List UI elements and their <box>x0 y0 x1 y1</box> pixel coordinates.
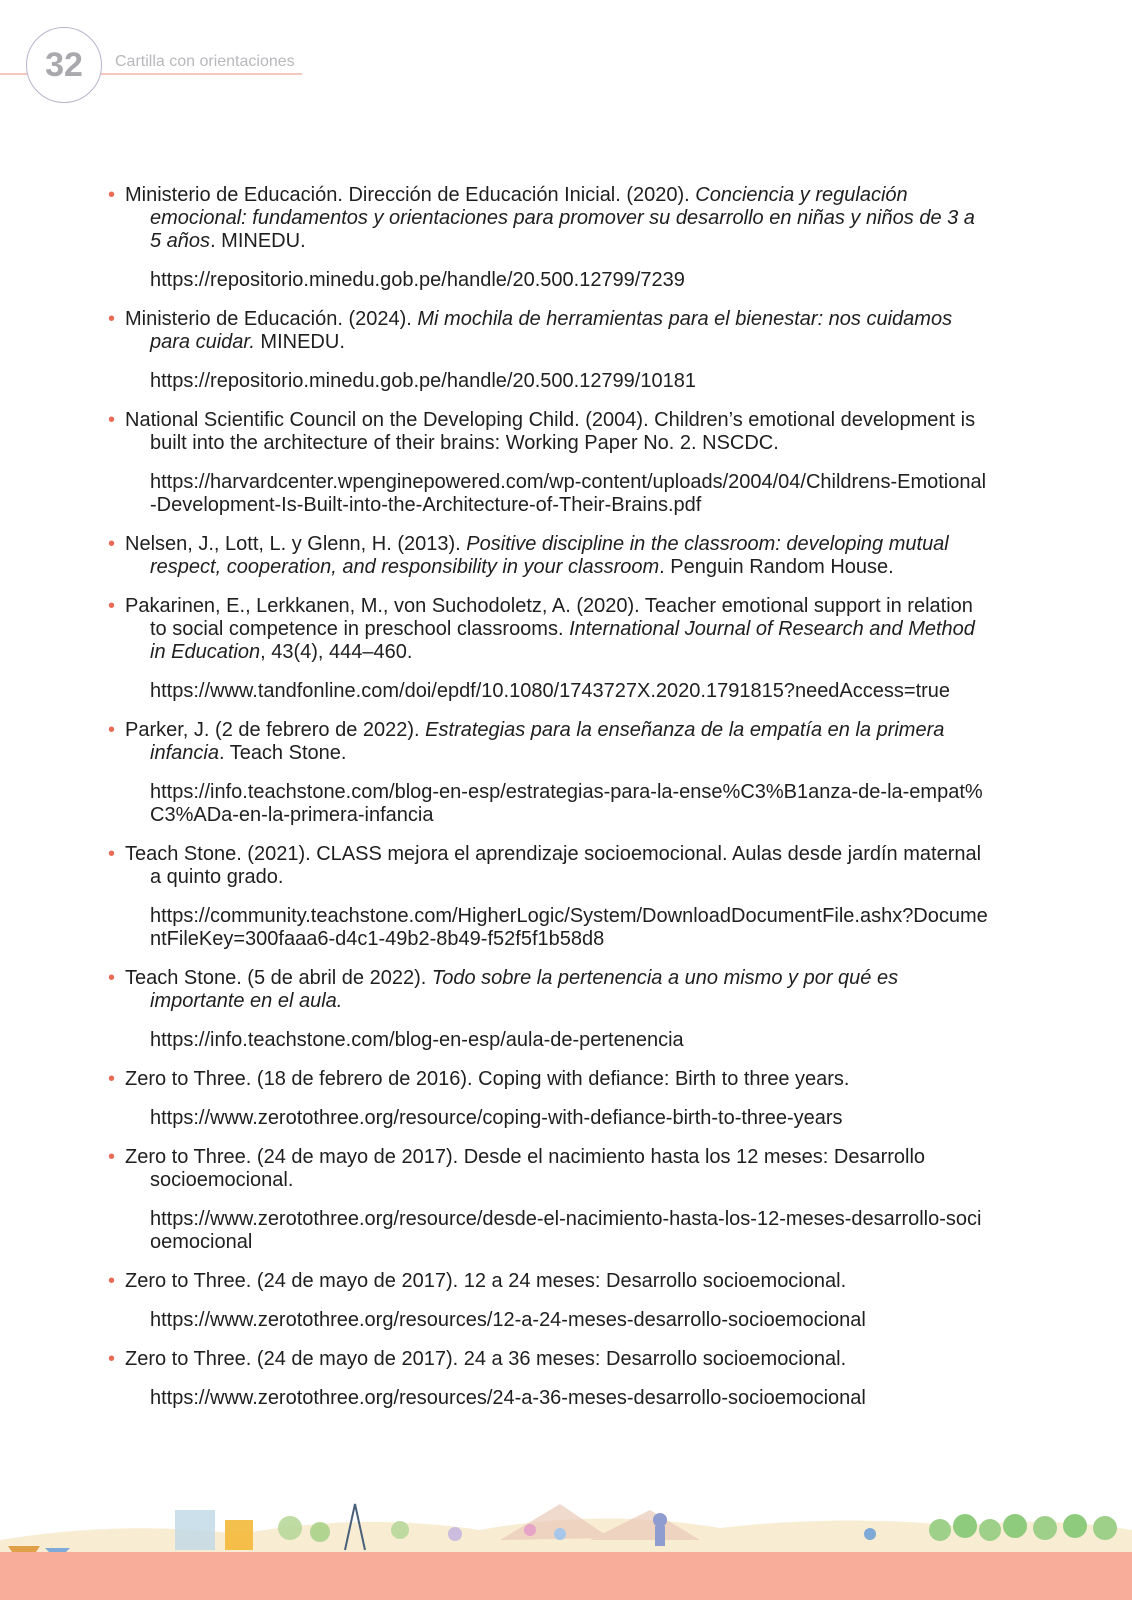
reference-item <box>108 595 988 703</box>
reference-citation: • Teach Stone. (5 de abril de 2022). Todo sobre la pertenencia a uno mismo y por qué es importante en el aula. <box>108 967 899 1012</box>
reference-item <box>108 308 988 393</box>
reference-url[interactable]: https://info.teachstone.com/blog-en-esp/estrategias-para-la-ense%C3%B1anza-de-la-empat%C3%ADa-en-la-primera-infancia <box>150 781 983 826</box>
bullet-icon: • <box>108 184 116 206</box>
bullet-icon: • <box>108 308 116 330</box>
page-number-circle <box>26 27 102 103</box>
reference-url[interactable]: https://info.teachstone.com/blog-en-esp/aula-de-pertenencia <box>150 1029 684 1051</box>
bullet-icon: • <box>108 843 116 865</box>
reference-url[interactable]: https://www.tandfonline.com/doi/epdf/10.1080/1743727X.2020.1791815?needAccess=true <box>150 680 951 702</box>
bullet-icon: • <box>108 1068 116 1090</box>
bullet-icon: • <box>108 409 116 431</box>
reference-url[interactable]: https://community.teachstone.com/HigherLogic/System/DownloadDocumentFile.ashx?DocumentFileKey=300faaa6-d4c1-49b2-8b49-f52f5f1b58d8 <box>150 905 988 950</box>
reference-citation: • Pakarinen, E., Lerkkanen, M., von Suchodoletz, A. (2020). Teacher emotional support in relation to social competence in preschool classrooms. International Journal of Research and Method in Education, 43(4), 444–460. <box>108 595 975 663</box>
reference-item <box>108 843 988 951</box>
reference-list <box>108 184 988 1426</box>
reference-item <box>108 1068 988 1130</box>
header-title: Cartilla con orientaciones <box>115 53 295 70</box>
reference-citation: • Zero to Three. (24 de mayo de 2017). Desde el nacimiento hasta los 12 meses: Desarrollo socioemocional. <box>108 1146 926 1191</box>
reference-citation: • Zero to Three. (18 de febrero de 2016). Coping with defiance: Birth to three years. <box>108 1068 850 1090</box>
reference-item <box>108 409 988 517</box>
reference-citation: • Zero to Three. (24 de mayo de 2017). 24 a 36 meses: Desarrollo socioemocional. <box>108 1348 847 1370</box>
reference-citation: • Ministerio de Educación. (2024). Mi mochila de herramientas para el bienestar: nos cuidamos para cuidar. MINEDU. <box>108 308 953 353</box>
reference-url[interactable]: https://www.zerotothree.org/resources/24-a-36-meses-desarrollo-socioemocional <box>150 1387 866 1409</box>
reference-url[interactable]: https://www.zerotothree.org/resources/12-a-24-meses-desarrollo-socioemocional <box>150 1309 866 1331</box>
reference-item <box>108 719 988 827</box>
reference-url[interactable]: https://www.zerotothree.org/resource/coping-with-defiance-birth-to-three-years <box>150 1107 843 1129</box>
footer-band <box>0 1552 1132 1600</box>
bullet-icon: • <box>108 595 116 617</box>
footer-illustration <box>0 1490 1132 1600</box>
reference-citation: • Teach Stone. (2021). CLASS mejora el aprendizaje socioemocional. Aulas desde jardín maternal a quinto grado. <box>108 843 982 888</box>
reference-item <box>108 184 988 292</box>
reference-url[interactable]: https://harvardcenter.wpenginepowered.com/wp-content/uploads/2004/04/Childrens-Emotional-Development-Is-Built-into-the-Architecture-of-Their-Brains.pdf <box>150 471 987 516</box>
reference-url[interactable]: https://www.zerotothree.org/resource/desde-el-nacimiento-hasta-los-12-meses-desarrollo-socioemocional <box>150 1208 982 1253</box>
reference-citation: • Parker, J. (2 de febrero de 2022). Estrategias para la enseñanza de la empatía en la primera infancia. Teach Stone. <box>108 719 945 764</box>
bullet-icon: • <box>108 1348 116 1370</box>
reference-citation: • National Scientific Council on the Developing Child. (2004). Children’s emotional development is built into the architecture of their brains: Working Paper No. 2. NSCDC. <box>108 409 976 454</box>
bullet-icon: • <box>108 719 116 741</box>
reference-item <box>108 1348 988 1410</box>
reference-item <box>108 533 988 579</box>
reference-item <box>108 1146 988 1254</box>
reference-citation: • Ministerio de Educación. Dirección de Educación Inicial. (2020). Conciencia y regulación emocional: fundamentos y orientaciones para promover su desarrollo en niñas y niños de 3 a 5 años. MINEDU. <box>108 184 975 252</box>
reference-url[interactable]: https://repositorio.minedu.gob.pe/handle/20.500.12799/10181 <box>150 370 696 392</box>
reference-item <box>108 967 988 1052</box>
bullet-icon: • <box>108 967 116 989</box>
landscape-illustration <box>0 1490 1132 1554</box>
page-header <box>0 0 400 110</box>
page-number: 32 <box>45 45 83 84</box>
reference-citation: • Nelsen, J., Lott, L. y Glenn, H. (2013). Positive discipline in the classroom: developing mutual respect, cooperation, and responsibility in your classroom. Penguin Random House. <box>108 533 949 578</box>
bullet-icon: • <box>108 1270 116 1292</box>
reference-citation: • Zero to Three. (24 de mayo de 2017). 12 a 24 meses: Desarrollo socioemocional. <box>108 1270 847 1292</box>
bullet-icon: • <box>108 533 116 555</box>
reference-url[interactable]: https://repositorio.minedu.gob.pe/handle/20.500.12799/7239 <box>150 269 685 291</box>
reference-item <box>108 1270 988 1332</box>
bullet-icon: • <box>108 1146 116 1168</box>
